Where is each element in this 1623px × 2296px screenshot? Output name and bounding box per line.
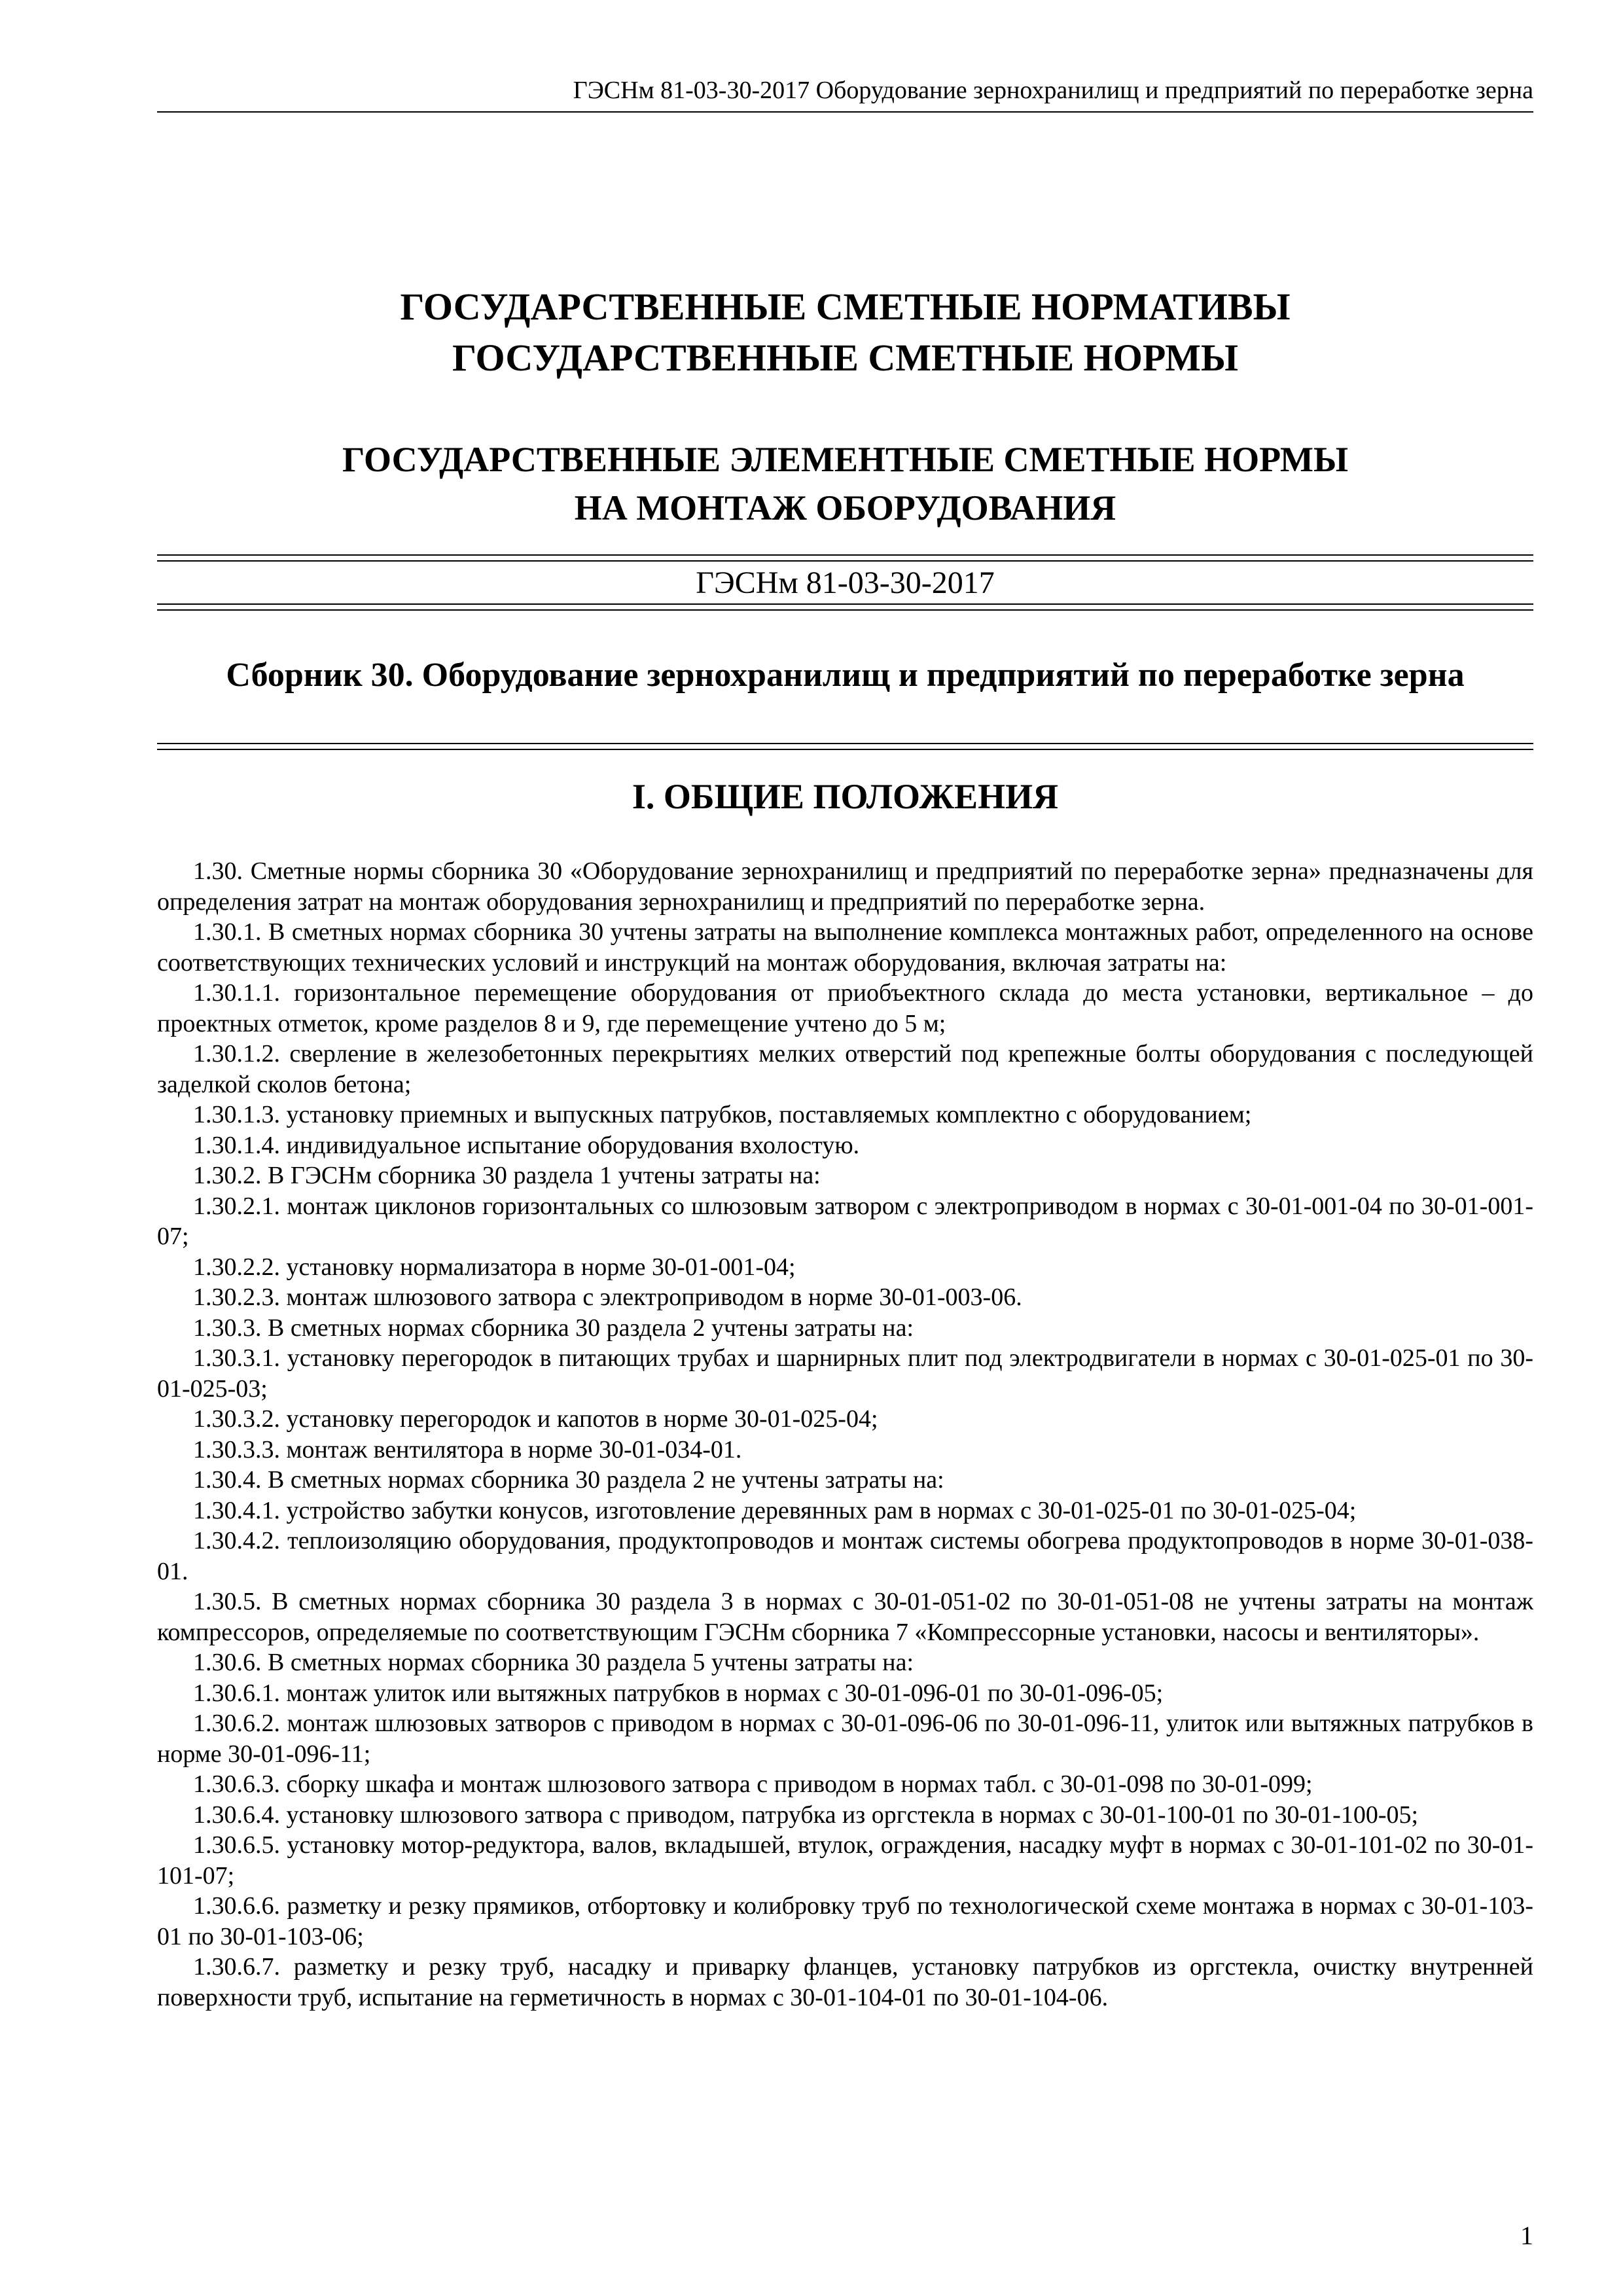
- paragraph: 1.30.6.1. монтаж улиток или вытяжных патрубков в нормах с 30-01-096-01 по 30-01-096-05;: [193, 1679, 1164, 1707]
- sub-title-line-2: НА МОНТАЖ ОБОРУДОВАНИЯ: [574, 488, 1116, 528]
- paragraph: 1.30.5. В сметных нормах сборника 30 раздела 3 в нормах с 30-01-051-02 по 30-01-051-08 не учтены затраты на монтаж компрессоров, определяемые по соответствующим ГЭСНм сборника 7 «Компрессорные установки, насосы и вентиляторы».: [157, 1588, 1533, 1646]
- sub-title: [157, 435, 1533, 532]
- collection-title: Сборник 30. Оборудование зернохранилищ и предприятий по переработке зерна: [226, 656, 1465, 694]
- main-title-line-2: ГОСУДАРСТВЕННЫЕ СМЕТНЫЕ НОРМЫ: [452, 336, 1238, 379]
- paragraph: 1.30.6.2. монтаж шлюзовых затворов с приводом в нормах с 30-01-096-06 по 30-01-096-11, улиток или вытяжных патрубков в норме 30-01-096-11;: [157, 1710, 1533, 1768]
- page-number: 1: [1520, 2221, 1533, 2250]
- document-code: ГЭСНм 81-03-30-2017: [696, 565, 995, 600]
- paragraph: 1.30.6.6. разметку и резку прямиков, отбортовку и колибровку труб по технологической схеме монтажа в нормах с 30-01-103-01 по 30-01-103-06;: [157, 1892, 1533, 1950]
- paragraph: 1.30.3.3. монтаж вентилятора в норме 30-01-034-01.: [193, 1435, 742, 1463]
- paragraph: 1.30.6.3. сборку шкафа и монтаж шлюзового затвора с приводом в нормах табл. с 30-01-098 по 30-01-099;: [193, 1770, 1313, 1798]
- paragraph: 1.30.4. В сметных нормах сборника 30 раздела 2 не учтены затраты на:: [193, 1466, 944, 1494]
- paragraph: 1.30.1. В сметных нормах сборника 30 учтены затраты на выполнение комплекса монтажных работ, определенного на основе соответствующих технических условий и инструкций на монтаж оборудования, включая затраты на:: [157, 918, 1533, 977]
- paragraph: 1.30.3. В сметных нормах сборника 30 раздела 2 учтены затраты на:: [193, 1314, 914, 1342]
- body-text: [157, 856, 1533, 2013]
- paragraph: 1.30.3.1. установку перегородок в питающих трубах и шарнирных плит под электродвигатели в нормах с 30-01-025-01 по 30-01-025-03;: [157, 1344, 1533, 1403]
- double-rule-bottom: [157, 743, 1533, 750]
- paragraph: 1.30.2.3. монтаж шлюзового затвора с электроприводом в норме 30-01-003-06.: [193, 1283, 1022, 1311]
- double-rule-middle: [157, 603, 1533, 611]
- paragraph: 1.30.4.2. теплоизоляцию оборудования, продуктопроводов и монтаж системы обогрева продуктопроводов в норме 30-01-038-01.: [157, 1527, 1533, 1585]
- paragraph: 1.30.1.2. сверление в железобетонных перекрытиях мелких отверстий под крепежные болты оборудования с последующей заделкой сколов бетона;: [157, 1040, 1533, 1098]
- paragraph: 1.30.6.7. разметку и резку труб, насадку и приварку фланцев, установку патрубков из оргстекла, очистку внутренней поверхности труб, испытание на герметичность в нормах с 30-01-104-01 по 30-01-104-06.: [157, 1953, 1533, 2011]
- paragraph: 1.30.2. В ГЭСНм сборника 30 раздела 1 учтены затраты на:: [193, 1162, 821, 1189]
- sub-title-line-1: ГОСУДАРСТВЕННЫЕ ЭЛЕМЕНТНЫЕ СМЕТНЫЕ НОРМЫ: [342, 440, 1349, 479]
- section-heading: I. ОБЩИЕ ПОЛОЖЕНИЯ: [632, 777, 1059, 816]
- paragraph: 1.30.1.1. горизонтальное перемещение оборудования от приобъектного склада до места установки, вертикальное – до проектных отметок, кроме разделов 8 и 9, где перемещение учтено до 5 м;: [157, 979, 1533, 1037]
- paragraph: 1.30.3.2. установку перегородок и капотов в норме 30-01-025-04;: [193, 1405, 878, 1433]
- paragraph: 1.30.1.4. индивидуальное испытание оборудования вхолостую.: [193, 1131, 860, 1159]
- paragraph: 1.30.6.4. установку шлюзового затвора с приводом, патрубка из оргстекла в нормах с 30-01-100-01 по 30-01-100-05;: [193, 1801, 1419, 1829]
- paragraph: 1.30.6. В сметных нормах сборника 30 раздела 5 учтены затраты на:: [193, 1649, 914, 1676]
- paragraph: 1.30.2.2. установку нормализатора в норме 30-01-001-04;: [193, 1253, 796, 1281]
- main-title: [157, 281, 1533, 384]
- main-title-line-1: ГОСУДАРСТВЕННЫЕ СМЕТНЫЕ НОРМАТИВЫ: [400, 285, 1291, 328]
- paragraph: 1.30.4.1. устройство забутки конусов, изготовление деревянных рам в нормах с 30-01-025-01 по 30-01-025-04;: [193, 1496, 1357, 1524]
- paragraph: 1.30.2.1. монтаж циклонов горизонтальных со шлюзовым затвором с электроприводом в нормах с 30-01-001-04 по 30-01-001-07;: [157, 1192, 1533, 1250]
- paragraph: 1.30.6.5. установку мотор-редуктора, валов, вкладышей, втулок, ограждения, насадку муфт в нормах с 30-01-101-02 по 30-01-101-07;: [157, 1831, 1533, 1890]
- paragraph: 1.30.1.3. установку приемных и выпускных патрубков, поставляемых комплектно с оборудованием;: [193, 1101, 1252, 1128]
- paragraph: 1.30. Сметные нормы сборника 30 «Оборудование зернохранилищ и предприятий по переработке зерна» предназначены для определения затрат на монтаж оборудования зернохранилищ и предприятий по переработке зерна.: [157, 857, 1533, 916]
- running-header: [157, 72, 1533, 113]
- double-rule-top: [157, 554, 1533, 562]
- running-header-title: ГЭСНм 81-03-30-2017 Оборудование зернохранилищ и предприятий по переработке зерна: [573, 77, 1533, 104]
